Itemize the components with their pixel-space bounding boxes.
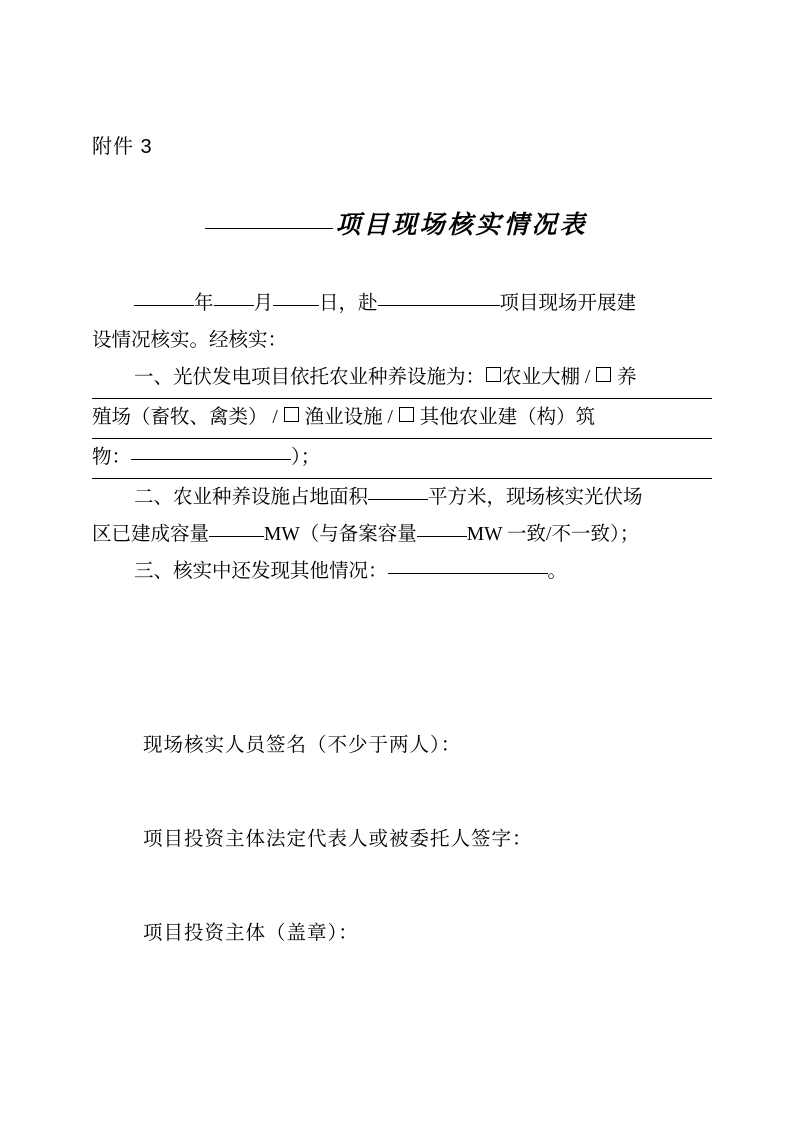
item2-line2 xyxy=(92,516,712,553)
title-text: 项目现场核实情况表 xyxy=(335,210,588,239)
intro-tail: 项目现场开展建 xyxy=(499,293,637,314)
item3-line1 xyxy=(92,553,712,590)
item2-mid1: 平方米，现场核实光伏场 xyxy=(428,487,643,508)
other-structure-blank[interactable] xyxy=(131,459,291,460)
item1-line3-a: 物： xyxy=(92,447,132,468)
item2-lead: 二、农业种养设施占地面积 xyxy=(134,487,369,508)
signature-inspectors: 现场核实人员签名（不少于两人）： xyxy=(143,735,462,756)
item1-sep2: / xyxy=(272,407,278,428)
item1-lead: 一、光伏发电项目依托农业种养设施为： xyxy=(134,367,486,388)
signature-block xyxy=(143,730,743,1012)
item2-unit1: MW（与备案容量 xyxy=(264,524,417,545)
item1-line2 xyxy=(92,399,712,439)
item3-end: 。 xyxy=(547,561,568,582)
page-title xyxy=(0,205,793,241)
month-label: 月 xyxy=(253,293,274,314)
signature-investor-seal: 项目投资主体（盖章）： xyxy=(143,923,359,944)
other-findings-blank[interactable] xyxy=(388,573,548,574)
item2-unit2: MW 一致/不一致）； xyxy=(466,524,640,545)
title-blank-field[interactable] xyxy=(205,228,333,229)
item1-opt2: 养 xyxy=(617,367,637,388)
month-blank[interactable] xyxy=(214,305,254,306)
item1-line1 xyxy=(92,359,712,399)
item1-opt4: 其他农业建（构）筑 xyxy=(419,407,596,428)
checkbox-agricultural-greenhouse[interactable] xyxy=(486,367,501,382)
item1-sep3: / xyxy=(387,407,393,428)
paragraph-intro xyxy=(92,285,712,322)
day-label: 日，赴 xyxy=(319,293,378,314)
signature-legal-representative: 项目投资主体法定代表人或被委托人签字： xyxy=(143,829,533,850)
item1-line3 xyxy=(92,439,712,479)
item1-sep1: / xyxy=(584,367,591,388)
item1-line2-a: 殖场（畜牧、禽类） xyxy=(92,407,268,428)
filed-capacity-blank[interactable] xyxy=(417,536,467,537)
item1-line3-b: ）； xyxy=(291,447,321,468)
checkbox-fishery-facility[interactable] xyxy=(284,407,299,422)
land-area-blank[interactable] xyxy=(368,499,428,500)
attachment-label: 附件 3 xyxy=(92,136,153,158)
intro-line2-text: 设情况核实。经核实： xyxy=(92,330,288,351)
paragraph-intro-line2 xyxy=(92,322,712,359)
year-blank[interactable] xyxy=(134,305,194,306)
item3-lead: 三、核实中还发现其他情况： xyxy=(134,561,388,582)
day-blank[interactable] xyxy=(273,305,319,306)
document-body xyxy=(92,285,712,590)
item2-line1 xyxy=(92,479,712,516)
item1-opt1: 农业大棚 xyxy=(502,367,581,388)
built-capacity-blank[interactable] xyxy=(209,536,264,537)
checkbox-other-agricultural-structure[interactable] xyxy=(399,407,414,422)
year-label: 年 xyxy=(194,293,214,314)
project-name-blank[interactable] xyxy=(378,305,500,306)
item1-opt3: 渔业设施 xyxy=(304,407,383,428)
item2-line2-a: 区已建成容量 xyxy=(92,524,210,545)
checkbox-breeding-farm[interactable] xyxy=(596,367,611,382)
